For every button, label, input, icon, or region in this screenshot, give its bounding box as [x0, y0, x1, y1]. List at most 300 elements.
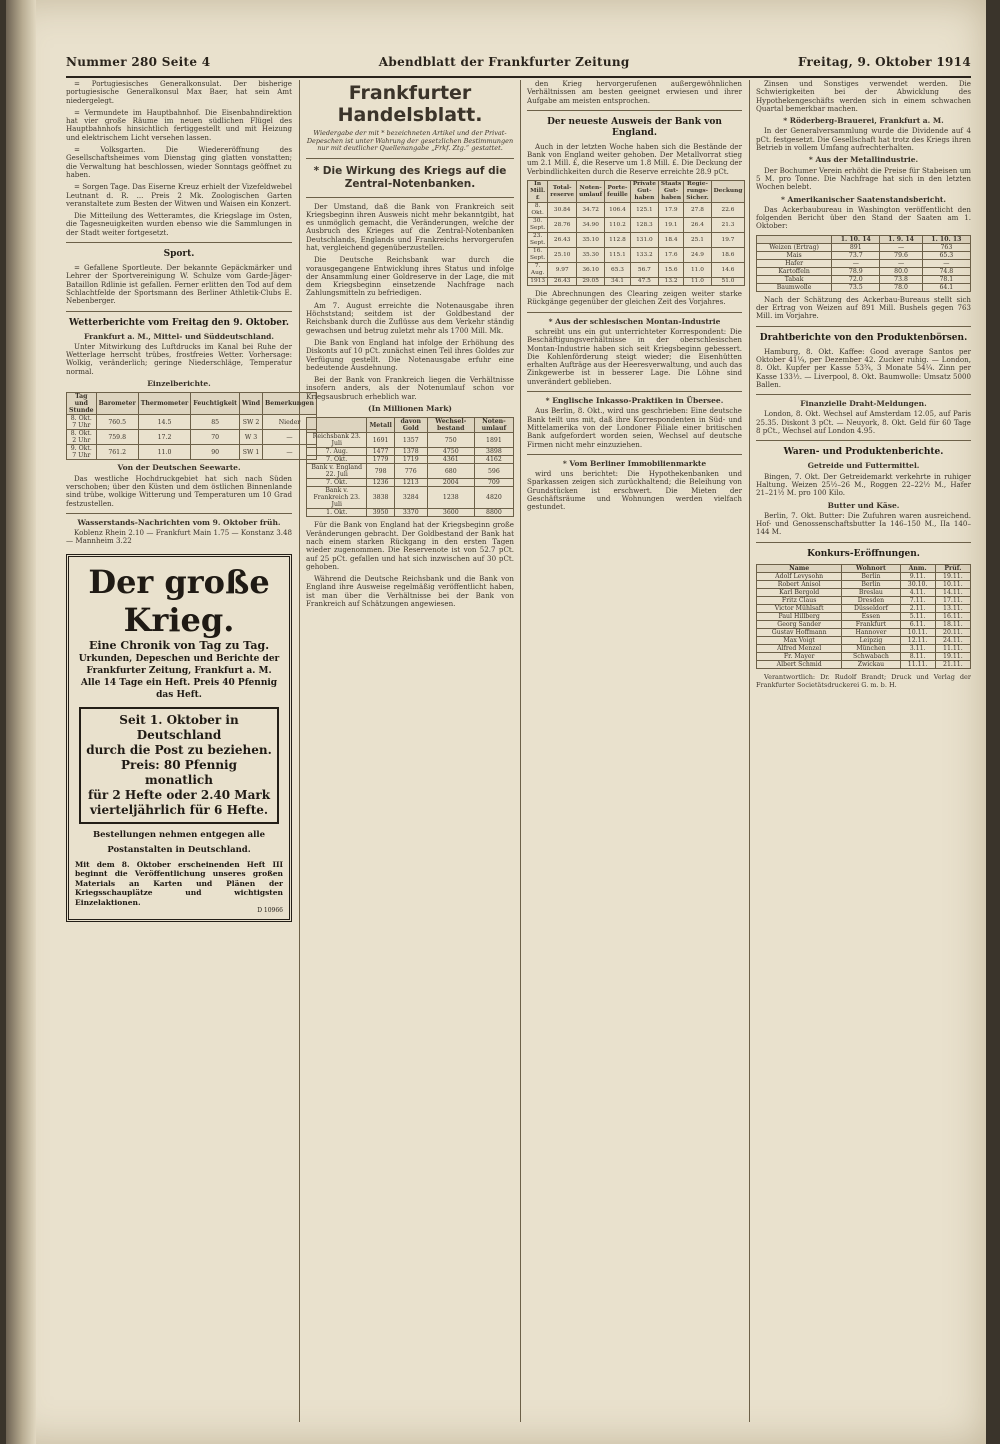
table-row — [307, 456, 514, 464]
table-header: Staats Gut-haben — [658, 181, 683, 203]
article-paragraph: Zinsen und Sonstiges verwendet werden. Die Schwierigkeiten bei der Abwicklung des Hypothekengeschäfts werden sich in einem schwachen Quartal bemerkbar machen. — [756, 79, 971, 113]
ad-price-line: vierteljährlich für 6 Hefte. — [89, 802, 269, 817]
table-header: Wohnort — [842, 564, 900, 572]
table-cell: 760.5 — [96, 415, 138, 430]
ad-line: Urkunden, Depeschen und Berichte der — [78, 653, 280, 664]
seewarte-text: Das westliche Hochdruckgebiet hat sich nach Süden verschoben; über den Küsten und dem östlichen Binnenlande sind trübe, wolkige Witterung und Temperaturen um 10 Grad festzustellen. — [66, 473, 292, 508]
ad-line: Alle 14 Tage ein Heft. Preis 40 Pfennig das Heft. — [80, 677, 278, 700]
table-cell: Karl Bergold — [757, 588, 842, 596]
table-cell: 14.6 — [711, 263, 745, 278]
pegel-text: Koblenz Rhein 2.10 — Frankfurt Main 1.75 — Konstanz 3.48 — Mannheim 3.22 — [66, 528, 292, 546]
article-paragraph: Der Umstand, daß die Bank von Frankreich seit Kriegsbeginn ihren Ausweis nicht mehr bekanntgibt, hat es unmöglich gemacht, die Veränderungen, welche der Ausbruch des Krieges auf die Zentral-Notenbanken Deutschlands, Englands und Frankreichs hervorgerufen hat, vergleichend gegenüberzustellen. — [306, 201, 514, 252]
table-cell: 7. Okt. — [307, 456, 367, 464]
table-row — [757, 660, 971, 668]
article-paragraph: wird uns berichtet: Die Hypothekenbanken und Sparkassen zeigen sich zurückhaltend; die Beleihung von Grundstücken ist erschwert. Die Mieten der Geschäftsräume und Wohnungen werden vielfach gestundet. — [527, 469, 742, 512]
ad-title: Der große Krieg. — [88, 562, 270, 639]
table-header: Wind — [240, 393, 263, 415]
table-cell: Bank v. England 22. Juli — [307, 464, 367, 479]
table-cell: 14.5 — [138, 415, 191, 430]
table-row — [757, 604, 971, 612]
table-cell: 26.4 — [684, 218, 711, 233]
table-header: 1. 9. 14 — [880, 235, 922, 243]
table-cell: 26.43 — [548, 233, 577, 248]
table-cell: 73.5 — [832, 283, 880, 291]
divider — [66, 311, 292, 312]
table-cell: 21.3 — [711, 218, 745, 233]
table-cell: 34.1 — [605, 278, 631, 286]
table-cell: Berlin — [842, 580, 900, 588]
table-cell: Gustav Hoffmann — [757, 628, 842, 636]
table-row — [757, 243, 971, 251]
ad-price-line: Seit 1. Oktober in Deutschland — [119, 712, 239, 742]
table-cell: Düsseldorf — [842, 604, 900, 612]
ad-price-box — [79, 707, 279, 824]
article-paragraph: Aus Berlin, 8. Okt., wird uns geschrieben: Eine deutsche Bank teilt uns mit, daß ihre Korrespondenten in Süd- und Mittelamerika von der Londoner Filiale einer britischen Bank aufgefordert worden seien, Wechsel auf deutsche Firmen nicht mehr einzuziehen. — [527, 406, 742, 449]
table-cell: 64.1 — [922, 283, 970, 291]
table-row — [307, 487, 514, 509]
table-cell: 74.8 — [922, 267, 970, 275]
table-cell: 3950 — [367, 509, 394, 517]
table-cell: 759.8 — [96, 430, 138, 445]
table-row — [67, 445, 317, 460]
table-cell: 10.11. — [900, 628, 935, 636]
table-cell: Schwabach — [842, 652, 900, 660]
table-cell: 7. Aug. — [528, 263, 548, 278]
table-row — [757, 636, 971, 644]
advertisement-der-grosse-krieg — [66, 554, 292, 923]
table-header: Thermometer — [138, 393, 191, 415]
newspaper-page — [6, 0, 986, 1444]
divider — [756, 326, 971, 327]
table-cell: 680 — [427, 464, 474, 479]
saatenstand-heading: * Amerikanischer Saatenstandsbericht. — [781, 194, 946, 204]
getreide-heading: Getreide und Futtermittel. — [807, 461, 920, 471]
table-cell: — — [880, 259, 922, 267]
table-cell: 115.1 — [605, 248, 631, 263]
table-header-row — [528, 181, 745, 203]
paper-name: Abendblatt der Frankfurter Zeitung — [378, 55, 630, 69]
table-cell: Tabak — [757, 275, 832, 283]
table-row — [757, 596, 971, 604]
table-cell: 30.84 — [548, 203, 577, 218]
divider — [527, 110, 742, 111]
table-cell: 776 — [394, 464, 427, 479]
table-cell: 17.6 — [658, 248, 683, 263]
table-cell: 19.1 — [658, 218, 683, 233]
table-cell: 16. Sept. — [528, 248, 548, 263]
article-paragraph: Während die Deutsche Reichsbank und die Bank von England ihre Ausweise regelmäßig veröffentlicht haben, ist man über die Verhältnisse bei der Bank von Frankreich auf Schätzungen angewiesen. — [306, 574, 514, 608]
table-row — [757, 283, 971, 291]
table-row — [757, 267, 971, 275]
table-cell: 1378 — [394, 448, 427, 456]
article-paragraph: Berlin, 7. Okt. Butter: Die Zufuhren waren ausreichend. Hof- und Genossenschaftsbutter Ia 146–150 M., IIa 140–144 M. — [756, 510, 971, 537]
table-row — [757, 580, 971, 588]
ad-line: Frankfurter Zeitung, Frankfurt a. M. — [86, 665, 272, 676]
table-row — [528, 248, 745, 263]
table-cell: 9. Okt. 7 Uhr — [67, 445, 97, 460]
article-paragraph: schreibt uns ein gut unterrichteter Korrespondent: Die Beschäftigungsverhältnisse in der oberschlesischen Montan-Industrie haben sich seit Kriegsbeginn gebessert. Die Kohlenförderung steigt wieder; die Eisenhütten erhalten Aufträge aus der Heeresverwaltung, und auch das Zinkgewerbe ist in besserer Lage. Die Löhne sind unverändert geblieben. — [527, 326, 742, 386]
divider — [306, 197, 514, 198]
ad-order-line: Postanstalten in Deutschland. — [107, 844, 251, 855]
divider — [527, 454, 742, 455]
table-row — [67, 430, 317, 445]
bank-of-england-heading: Der neueste Ausweis der Bank von England. — [547, 116, 722, 138]
table-cell: — — [832, 259, 880, 267]
table-cell: 128.3 — [630, 218, 658, 233]
table-header-row — [757, 235, 971, 243]
table-cell: 10.11. — [935, 580, 970, 588]
table-cell: 56.7 — [630, 263, 658, 278]
table-cell: 1719 — [394, 456, 427, 464]
table-cell: 24.9 — [684, 248, 711, 263]
ad-order-line: Bestellungen nehmen entgegen alle — [92, 829, 266, 840]
table-cell: 36.10 — [577, 263, 605, 278]
table-cell: 6.11. — [900, 620, 935, 628]
table-cell: 4361 — [427, 456, 474, 464]
section-heading-sport: Sport. — [163, 249, 195, 260]
table-cell: — — [922, 259, 970, 267]
table-cell: 9.11. — [900, 572, 935, 580]
table-header-row — [757, 564, 971, 572]
news-item: = Vermundete im Hauptbahnhof. Die Eisenbahndirektion hat vier große Räume im neuen südlichen Flügel des Hauptbahnhofs hinsichtlich fertiggestellt und mit Heizung und elektrischem Licht versehen lassen. — [66, 107, 292, 142]
table-cell: 16.11. — [935, 612, 970, 620]
table-cell: Reichsbank 23. Juli — [307, 433, 367, 448]
table-cell: Victor Mühlsaft — [757, 604, 842, 612]
table-header: Barometer — [96, 393, 138, 415]
table-cell: Zwickau — [842, 660, 900, 668]
table-cell: 78.9 — [832, 267, 880, 275]
table-cell: 891 — [832, 243, 880, 251]
table-cell: 17.9 — [658, 203, 683, 218]
table-cell: Paul Hillberg — [757, 612, 842, 620]
table-cell: — — [263, 430, 317, 445]
article-paragraph: Am 7. August erreichte die Notenausgabe ihren Höchststand; seitdem ist der Goldbestand der Reichsbank durch die Zuflüsse aus dem Verkehr ständig gewachsen und betrug zuletzt mehr als 1700 Mill. Mk. — [306, 300, 514, 335]
table-row — [528, 278, 745, 286]
table-cell: 72.0 — [832, 275, 880, 283]
table-row — [757, 251, 971, 259]
montan-heading: * Aus der schlesischen Montan-Industrie — [548, 316, 721, 326]
table-cell: Kartoffeln — [757, 267, 832, 275]
table-header: Anm. — [900, 564, 935, 572]
divider — [527, 312, 742, 313]
table-cell: — — [880, 243, 922, 251]
table-header: Porte-feuille — [605, 181, 631, 203]
table-cell: 18.11. — [935, 620, 970, 628]
column-1 — [66, 79, 314, 1424]
table-cell: 1477 — [367, 448, 394, 456]
sport-item: = Gefallene Sportleute. Der bekannte Gepäckmärker und Lehrer der Sportvereinigung W. Schulze vom Garde-Jäger-Bataillon Rdlinie ist gefallen. Ferner erlitten den Tod auf dem Schlachtfelde der Sportsmann des Berliner Athletik-Clubs E. Nebenberger. — [66, 263, 292, 306]
table-row — [757, 588, 971, 596]
inkasso-heading: * Englische Inkasso-Praktiken in Übersee. — [545, 396, 724, 406]
table-cell: 8.11. — [900, 652, 935, 660]
article-paragraph: Die Abrechnungen des Clearing zeigen weiter starke Rückgänge gegenüber der gleichen Zeit des Vorjahres. — [527, 289, 742, 307]
table-row — [528, 233, 745, 248]
divider — [756, 440, 971, 441]
table-cell: 1357 — [394, 433, 427, 448]
table-header: Deckung — [711, 181, 745, 203]
table-cell: 65.3 — [922, 251, 970, 259]
table-cell: 3284 — [394, 487, 427, 509]
table-header: Regie-rungs-Sicher. — [684, 181, 711, 203]
table-cell: 763 — [922, 243, 970, 251]
konkurs-table — [756, 564, 971, 669]
table-header: Feuchtigkeit — [191, 393, 240, 415]
table-cell: Berlin — [842, 572, 900, 580]
weather-text: Unter Mitwirkung des Luftdrucks im Kanal bei Ruhe der Wetterlage herrscht trübes, frostfreies Wetter. Vorhersage: Wolkig, veränderlich; geringe Niederschläge, Temperatur normal. — [66, 341, 292, 376]
table-cell: 7. Aug. — [307, 448, 367, 456]
table-cell: 15.6 — [658, 263, 683, 278]
table-cell: 761.2 — [96, 445, 138, 460]
news-item: = Sorgen Tage. Das Eiserne Kreuz erhielt der Vizefeldwebel Leutnant d. R. ... Preis 2 Mk. Zoologischen Garten veranstaltete zum Besten der Witwen und Waisen ein Konzert. — [66, 182, 292, 208]
metall-heading: * Aus der Metallindustrie. — [808, 155, 919, 165]
article-paragraph: Die Deutsche Reichsbank war durch die vorausgegangene Entwicklung ihres Status und infolge der Ansammlung einer Goldreserve in der Lage, die mit dem Kriegsbeginn einsetzende Nachfrage nach Zahlungsmitteln zu befriedigen. — [306, 255, 514, 298]
table-cell: Hannover — [842, 628, 900, 636]
column-3 — [527, 80, 742, 1424]
weather-subheading: Frankfurt a. M., Mittel- und Süddeutschland. — [83, 331, 275, 341]
table-cell: Fr. Mayer — [757, 652, 842, 660]
table-cell: 78.1 — [922, 275, 970, 283]
table-row — [757, 259, 971, 267]
konkurs-heading: Konkurs-Eröffnungen. — [807, 548, 920, 559]
article-paragraph: Auch in der letzten Woche haben sich die Bestände der Bank von England weiter gehoben. Der Metallvorrat stieg um 2.1 Mill. £, die Reserve um 1.8 Mill. £. Die Deckung der Verbindlichkeiten durch die Reserve erreichte 28.9 pCt. — [527, 141, 742, 176]
masthead — [66, 50, 971, 74]
article-paragraph: Die Bank von England hat infolge der Erhöhung des Diskonts auf 10 pCt. zunächst einen Teil ihres Goldes zur Verfügung gestellt. Die Notenausgabe erfuhr eine bedeutende Ausdehnung. — [306, 337, 514, 372]
table-cell: 22.6 — [711, 203, 745, 218]
table-header: Bemerkungen — [263, 393, 317, 415]
table-cell: 8800 — [474, 509, 513, 517]
table-cell: 51.0 — [711, 278, 745, 286]
article-paragraph: den Krieg hervorgerufenen außergewöhnlichen Verhältnissen am besten geeignet erwiesen und ihrer Aufgabe am meisten entsprochen. — [527, 79, 742, 105]
table-cell: 106.4 — [605, 203, 631, 218]
table-cell: 3370 — [394, 509, 427, 517]
masthead-rule — [66, 76, 971, 78]
divider — [527, 391, 742, 392]
table-cell: — — [263, 445, 317, 460]
drahtberichte-heading: Drahtberichte von den Produktenbörsen. — [759, 332, 968, 343]
binding-edge — [6, 0, 36, 1444]
divider — [756, 394, 971, 395]
table-row — [757, 628, 971, 636]
table-cell: 11.0 — [684, 278, 711, 286]
table-cell: 30.10. — [900, 580, 935, 588]
table-cell: 30. Sept. — [528, 218, 548, 233]
table-row — [307, 509, 514, 517]
table-header: Metall — [367, 418, 394, 433]
column-4 — [756, 80, 971, 1424]
table-cell: 13.2 — [658, 278, 683, 286]
table-cell: Georg Sander — [757, 620, 842, 628]
notenbank-table — [306, 417, 514, 517]
table-cell: 80.0 — [880, 267, 922, 275]
pegel-heading: Wasserstands-Nachrichten vom 9. Oktober früh. — [77, 517, 281, 527]
table-cell: 85 — [191, 415, 240, 430]
table-cell: 19.11. — [935, 652, 970, 660]
table-row — [757, 275, 971, 283]
table-cell: 20.11. — [935, 628, 970, 636]
table-cell: 1891 — [474, 433, 513, 448]
article-paragraph: Hamburg, 8. Okt. Kaffee: Good average Santos per Oktober 41¼, per Dezember 42. Zucker ruhig. — London, 8. Okt. Kupfer per Kasse 53¾, 3 Monate 54¼. Zinn per Kasse 133½. — Liverpool, 8. Okt. Baumwolle: Umsatz 5000 Ballen. — [756, 346, 971, 389]
news-item: Die Mitteilung des Wetteramtes, die Kriegslage im Osten, die Tagesneuigkeiten wurden ebenso wie die Sammlungen in der Stadt weiter fortgesetzt. — [66, 211, 292, 237]
divider — [306, 158, 514, 159]
table-cell: 47.5 — [630, 278, 658, 286]
table-cell: Max Voigt — [757, 636, 842, 644]
table-header: In Mill. £ — [528, 181, 548, 203]
bank-of-england-table — [527, 180, 745, 286]
table-row — [757, 644, 971, 652]
ad-notice: Mit dem 8. Oktober erscheinenden Heft III beginnt die Veröffentlichung unseres großen Materials an Karten und Plänen der Kriegsschauplätze und wichtigsten Einzelaktionen. — [75, 859, 283, 907]
table-row — [528, 218, 745, 233]
weather-table-title: Einzelberichte. — [147, 379, 211, 389]
table-cell: Essen — [842, 612, 900, 620]
table-cell: 25.1 — [684, 233, 711, 248]
table-cell: 34.90 — [577, 218, 605, 233]
table-cell: 1. Okt. — [307, 509, 367, 517]
table-header: Name — [757, 564, 842, 572]
table-cell: 1779 — [367, 456, 394, 464]
table-cell: 17.11. — [935, 596, 970, 604]
table-cell: 110.2 — [605, 218, 631, 233]
table-header: Prüf. — [935, 564, 970, 572]
table-cell: Robert Anisol — [757, 580, 842, 588]
column-2 — [306, 80, 514, 1424]
table-cell: 18.6 — [711, 248, 745, 263]
table-header: Noten-umlauf — [474, 418, 513, 433]
weather-table — [66, 392, 317, 460]
table-cell: 7.11. — [900, 596, 935, 604]
table-row — [757, 572, 971, 580]
table-cell: 78.0 — [880, 283, 922, 291]
table-cell: Mais — [757, 251, 832, 259]
table-header: 1. 10. 13 — [922, 235, 970, 243]
table-cell: 7. Okt. — [307, 479, 367, 487]
table-cell: Adolf Levysohn — [757, 572, 842, 580]
table-cell: 798 — [367, 464, 394, 479]
table-cell: SW 2 — [240, 415, 263, 430]
table-cell: 13.11. — [935, 604, 970, 612]
table-cell: Dresden — [842, 596, 900, 604]
finanzielle-heading: Finanzielle Draht-Meldungen. — [800, 399, 927, 409]
table-cell: 1236 — [367, 479, 394, 487]
table-cell: 596 — [474, 464, 513, 479]
article-paragraph: Bingen, 7. Okt. Der Getreidemarkt verkehrte in ruhiger Haltung. Weizen 25½–26 M., Roggen 22–22½ M., Hafer 21–21½ M. pro 100 Kilo. — [756, 471, 971, 498]
table-row — [757, 652, 971, 660]
table-cell: 25.10 — [548, 248, 577, 263]
table-header: Tag und Stunde — [67, 393, 97, 415]
table-cell: Frankfurt — [842, 620, 900, 628]
table-cell: W 3 — [240, 430, 263, 445]
ad-price-line: Preis: 80 Pfennig monatlich — [121, 757, 237, 787]
table-cell: 4.11. — [900, 588, 935, 596]
table-cell: 11.11. — [935, 644, 970, 652]
table-cell: 1238 — [427, 487, 474, 509]
table-cell: 27.8 — [684, 203, 711, 218]
article-paragraph: Das Ackerbaubureau in Washington veröffentlicht den folgenden Bericht über den Stand der Saaten am 1. Oktober: — [756, 204, 971, 231]
ad-code: D 10966 — [257, 907, 283, 915]
table-cell: Hafer — [757, 259, 832, 267]
table-cell: Leipzig — [842, 636, 900, 644]
table-row — [67, 415, 317, 430]
news-item: = Volksgarten. Die Wiedereröffnung des Gesellschaftsheimes vom Dienstag ging glatten vonstatten; die Verwaltung hat beschlossen, wieder Sonntags geöffnet zu haben. — [66, 145, 292, 179]
table-cell: Baumwolle — [757, 283, 832, 291]
table-cell: 17.2 — [138, 430, 191, 445]
table-row — [757, 612, 971, 620]
table-header — [757, 235, 832, 243]
table-cell: 112.8 — [605, 233, 631, 248]
saatenstand-table — [756, 235, 971, 292]
table-cell: 18.4 — [658, 233, 683, 248]
table-cell: Breslau — [842, 588, 900, 596]
table-cell: 79.6 — [880, 251, 922, 259]
table-row — [528, 203, 745, 218]
article-paragraph: Bei der Bank von Frankreich liegen die Verhältnisse insofern anders, als der Notenumlauf schon vor Kriegsausbruch erheblich war. — [306, 375, 514, 401]
table-cell: 4820 — [474, 487, 513, 509]
table-cell: 3.11. — [900, 644, 935, 652]
table-header-row — [307, 418, 514, 433]
table-cell: München — [842, 644, 900, 652]
divider — [66, 242, 292, 243]
weather-heading: Wetterberichte vom Freitag den 9. Oktober. — [68, 317, 290, 328]
table-cell: 28.76 — [548, 218, 577, 233]
issue-date: Freitag, 9. Oktober 1914 — [797, 55, 971, 69]
table-header: 1. 10. 14 — [832, 235, 880, 243]
column-separator — [299, 80, 300, 1422]
table-cell: 11.11. — [900, 660, 935, 668]
table-caption: (In Millionen Mark) — [368, 404, 452, 414]
table-cell: 73.7 — [832, 251, 880, 259]
table-cell: 65.3 — [605, 263, 631, 278]
table-cell: 750 — [427, 433, 474, 448]
table-cell: 12.11. — [900, 636, 935, 644]
table-cell: 34.72 — [577, 203, 605, 218]
table-cell: 2004 — [427, 479, 474, 487]
table-cell: 73.8 — [880, 275, 922, 283]
waren-heading: Waren- und Produktenberichte. — [783, 447, 944, 458]
table-cell: 4162 — [474, 456, 513, 464]
table-cell: 3898 — [474, 448, 513, 456]
table-cell: Fritz Claus — [757, 596, 842, 604]
immobilien-heading: * Vom Berliner Immobilienmarkte — [562, 458, 707, 468]
table-row — [528, 263, 745, 278]
issue-number: Nummer 280 Seite 4 — [66, 55, 211, 69]
table-header-row — [67, 393, 317, 415]
table-cell: 3600 — [427, 509, 474, 517]
handelsblatt-notice: Wiedergabe der mit * bezeichneten Artikel und der Privat-Depeschen ist unter Wahrung der gesetzlichen Bestimmungen nur mit deutlicher Quellenangabe „Frkf. Ztg.“ gestattet. — [306, 129, 514, 152]
table-row — [307, 464, 514, 479]
table-cell: Bank v. Frankreich 23. Juli — [307, 487, 367, 509]
table-cell: 35.10 — [577, 233, 605, 248]
table-cell: Nieder — [263, 415, 317, 430]
table-row — [307, 448, 514, 456]
table-header — [307, 418, 367, 433]
news-item: = Portugiesisches Generalkonsulat. Der bisherige portugiesische Generalkonsul Max Baer, hat sein Amt niedergelegt. — [66, 79, 292, 105]
article-title: * Die Wirkung des Kriegs auf die Zentral-Notenbanken. — [313, 164, 507, 190]
seewarte-heading: Von der Deutschen Seewarte. — [117, 463, 241, 473]
divider — [756, 542, 971, 543]
table-cell: 125.1 — [630, 203, 658, 218]
article-paragraph: Der Bochumer Verein erhöht die Preise für Stabeisen um 5 M. pro Tonne. Die Nachfrage hat sich in den letzten Wochen belebt. — [756, 165, 971, 192]
article-paragraph: Für die Bank von England hat der Kriegsbeginn große Veränderungen gebracht. Der Goldbestand der Bank hat nach einem starken Rückgang in den ersten Tagen wieder zugenommen. Die Reservenote ist von 52.7 pCt. auf 25 pCt. gefallen und hat sich inzwischen auf 30 pCt. gehoben. — [306, 520, 514, 571]
table-cell: 3838 — [367, 487, 394, 509]
table-header: Private Gut-haben — [630, 181, 658, 203]
ad-price-line: durch die Post zu beziehen. — [86, 742, 272, 757]
column-separator — [520, 80, 521, 1422]
table-cell: 29.05 — [577, 278, 605, 286]
table-cell: Albert Schmid — [757, 660, 842, 668]
table-cell: 8. Okt. 2 Uhr — [67, 430, 97, 445]
table-row — [307, 433, 514, 448]
imprint: Verantwortlich: Dr. Rudolf Brandt; Druck und Verlag der Frankfurter Societätsdruckerei G. m. b. H. — [756, 672, 971, 689]
table-cell: 709 — [474, 479, 513, 487]
